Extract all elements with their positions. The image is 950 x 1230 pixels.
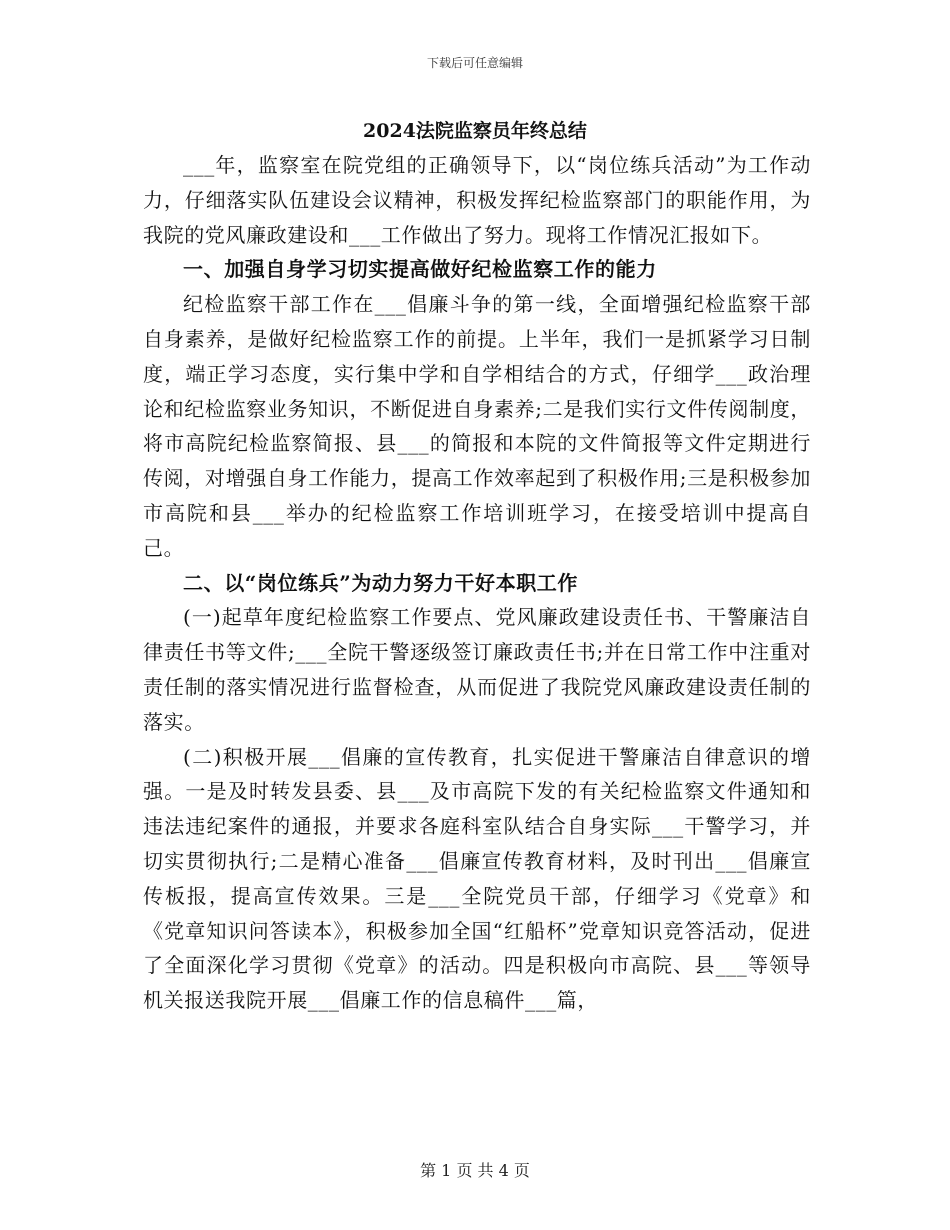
section-2-paragraph-1: (一)起草年度纪检监察工作要点、党风廉政建设责任书、干警廉洁自律责任书等文件;___全院干警逐级签订廉政责任书;并在日常工作中注重对责任制的落实情况进行监督检查，从而促进了我院党风廉政建设责任制的落实。 xyxy=(143,605,811,734)
section-heading-1: 一、加强自身学习切实提高做好纪检监察工作的能力 xyxy=(183,257,657,282)
page-header-note: 下载后可任意编辑 xyxy=(426,56,523,70)
page-number: 第 1 页 共 4 页 xyxy=(420,1161,530,1180)
section-1-paragraph: 纪检监察干部工作在___倡廉斗争的第一线，全面增强纪检监察干部自身素养，是做好纪检监察工作的前提。上半年，我们一是抓紧学习日制度，端正学习态度，实行集中学和自学相结合的方式，仔细学___政治理论和纪检监察业务知识，不断促进自身素养;二是我们实行文件传阅制度，将市高院纪检监察简报、县___的简报和本院的文件简报等文件定期进行传阅，对增强自身工作能力，提高工作效率起到了积极作用;三是积极参加市高院和县___举办的纪检监察工作培训班学习，在接受培训中提高自己。 xyxy=(143,292,811,560)
document-body xyxy=(143,148,811,1018)
document-title: 2024法院监察员年终总结 xyxy=(363,120,587,142)
section-heading-2: 二、以“岗位练兵”为动力努力干好本职工作 xyxy=(183,570,579,595)
section-2-paragraph-2: (二)积极开展___倡廉的宣传教育，扎实促进干警廉洁自律意识的增强。一是及时转发县委、县___及市高院下发的有关纪检监察文件通知和违法违纪案件的通报，并要求各庭科室队结合自身实际___干警学习，并切实贯彻执行;二是精心准备___倡廉宣传教育材料，及时刊出___倡廉宣传板报，提高宣传效果。三是___全院党员干部，仔细学习《党章》和《党章知识问答读本》，积极参加全国“红船杯”党章知识竞答活动，促进了全面深化学习贯彻《党章》的活动。四是积极向市高院、县___等领导机关报送我院开展___倡廉工作的信息稿件___篇， xyxy=(143,744,811,1013)
intro-paragraph: ___年，监察室在院党组的正确领导下，以“岗位练兵活动”为工作动力，仔细落实队伍建设会议精神，积极发挥纪检监察部门的职能作用，为我院的党风廉政建设和___工作做出了努力。现将工作情况汇报如下。 xyxy=(143,153,811,247)
